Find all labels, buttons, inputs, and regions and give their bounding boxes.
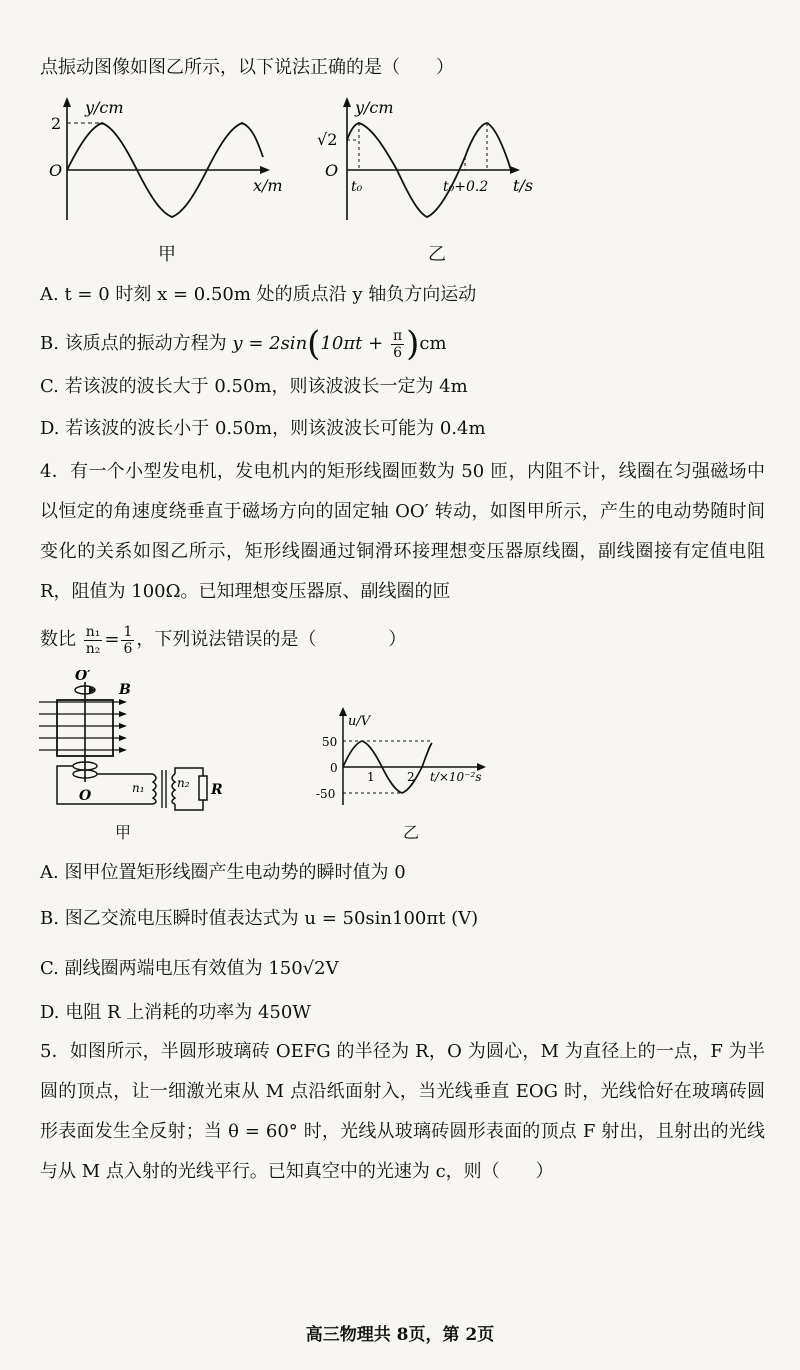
q3-yi-t02: t₀+0.2 [443,179,489,195]
q4-stem-suffix: ，下列说法错误的是（ ） [136,629,407,650]
q3-option-a-label: A. [40,284,59,305]
q4-ratio-fraction [84,624,103,657]
q4-ratio-value [121,624,134,657]
q3-option-b-rparen: ) [406,324,420,364]
q3-option-d-label: D. [40,418,60,439]
q4-option-c-text: 副线圈两端电压有效值为 150√2V [64,958,339,979]
q3-option-a-text: t = 0 时刻 x = 0.50m 处的质点沿 y 轴负方向运动 [64,284,477,305]
q4-stem: 4．有一个小型发电机，发电机内的矩形线圈匝数为 50 匝，内阻不计，线圈在匀强磁场中以恒定的角速度绕垂直于磁场方向的固定轴 OO′ 转动，如图甲所示，产生的电动势随时间变化的关系如图乙所示，矩形线圈通过铜滑环接理想变压器原线圈，副线圈接有定值电阻 R，阻值为 100Ω。已知理想变压器原、副线圈的匝 [40,461,765,602]
q4-jia-n1: n₁ [132,781,145,795]
q4-option-c-label: C. [40,958,59,979]
q3-jia-origin: O [49,161,63,180]
q3-option-d [40,416,486,442]
q4-option-a-label: A. [40,862,59,883]
q4-jia-o-label: O [79,788,92,804]
q3-option-b-frac-num: π [392,327,403,344]
q3-option-c [40,374,468,400]
q4-yi-tick2: 2 [407,770,415,784]
q4-stem-ratio-line [40,620,406,660]
q3-yi-amplitude: √2 [317,130,338,149]
q4-jia-o-prime: O′ [75,670,91,684]
q3-option-b [40,324,447,364]
q3-yi-t-axis: t/s [513,176,534,195]
q3-yi-y-axis: y/cm [355,98,394,117]
q4-yi-tick1: 1 [367,770,375,784]
q3-option-b-frac-den: 6 [393,344,402,361]
q3-stem-tail: 点振动图像如图乙所示，以下说法正确的是（ ） [40,57,454,78]
q3-figure-jia [45,95,290,235]
q4-option-b-text: 图乙交流电压瞬时值表达式为 u = 50sin100πt (V) [64,908,479,929]
q4-yi-zero: 0 [330,761,338,775]
page-footer: 高三物理共 8页，第 2页 [305,1325,495,1345]
q3-jia-amplitude: 2 [51,114,62,133]
q3-yi-t0: t₀ [351,179,363,195]
q3-option-d-text: 若该波的波长小于 0.50m，则该波波长可能为 0.4m [65,418,486,439]
q3-option-b-eq-left: y = 2sin [232,333,308,354]
q4-jia-caption: 甲 [115,823,132,842]
q4-option-b [40,906,478,932]
q3-option-b-label: B. [40,333,59,354]
q3-option-c-text: 若该波的波长大于 0.50m，则该波波长一定为 4m [64,376,468,397]
q3-option-b-lparen: ( [307,324,321,364]
q4-ratio-num: n₁ [85,623,101,640]
q4-secondary-coil [172,774,175,804]
q4-primary-coil [153,774,156,804]
q3-yi-origin: O [325,161,339,180]
q4-option-d [40,1000,311,1026]
q4-figure-yi [310,705,510,815]
q4-jia-n2: n₂ [177,776,190,790]
q3-option-b-eq-inner: 10πt + [320,333,384,354]
q4-jia-b-label: B [119,682,131,698]
q4-yi-min: -50 [316,787,336,801]
q3-jia-caption: 甲 [158,244,176,265]
q5-stem: 5．如图所示，半圆形玻璃砖 OEFG 的半径为 R，O 为圆心，M 为直径上的一点，F 为半圆的顶点，让一细激光束从 M 点沿纸面射入，当光线垂直 EOG 时，光线恰好在玻璃砖圆形表面发生全反射；当 θ = 60° 时，光线从玻璃砖圆形表面的顶点 F 射出，且射出的光线与从 M 点入射的光线平行。已知真空中的光速为 c，则（ ） [40,1041,765,1182]
q4-yi-max: 50 [322,735,338,749]
q4-ratio-den: n₂ [85,640,101,657]
q4-option-c [40,956,339,982]
q3-yi-caption: 乙 [428,244,446,265]
q3-option-b-prefix: 该质点的振动方程为 [64,333,227,354]
q4-resistor [199,776,207,800]
q3-jia-x-axis: x/m [253,176,283,195]
q3-jia-y-axis: y/cm [85,98,124,117]
q3-figure-yi [315,95,555,235]
q4-figure-jia [35,670,230,820]
q4-yi-caption: 乙 [403,823,420,842]
q3-option-b-fraction [391,328,404,361]
q3-option-c-label: C. [40,376,59,397]
q4-ratio-val-den: 6 [123,640,133,657]
q4-option-d-label: D. [40,1002,60,1023]
q4-ratio-val-num: 1 [123,623,133,640]
q4-option-d-text: 电阻 R 上消耗的功率为 450W [65,1002,311,1023]
q3-option-b-unit: cm [419,333,447,354]
q4-option-b-label: B. [40,908,59,929]
q4-ratio-eq: = [104,629,120,650]
q4-yi-t-axis: t/×10⁻²s [430,770,482,784]
q4-stem-prefix: 数比 [40,629,76,650]
q4-option-a [40,860,406,886]
q4-jia-r-label: R [211,782,223,798]
q4-option-a-text: 图甲位置矩形线圈产生电动势的瞬时值为 0 [64,862,406,883]
q3-option-a [40,282,476,308]
q4-yi-u-axis: u/V [348,714,371,729]
